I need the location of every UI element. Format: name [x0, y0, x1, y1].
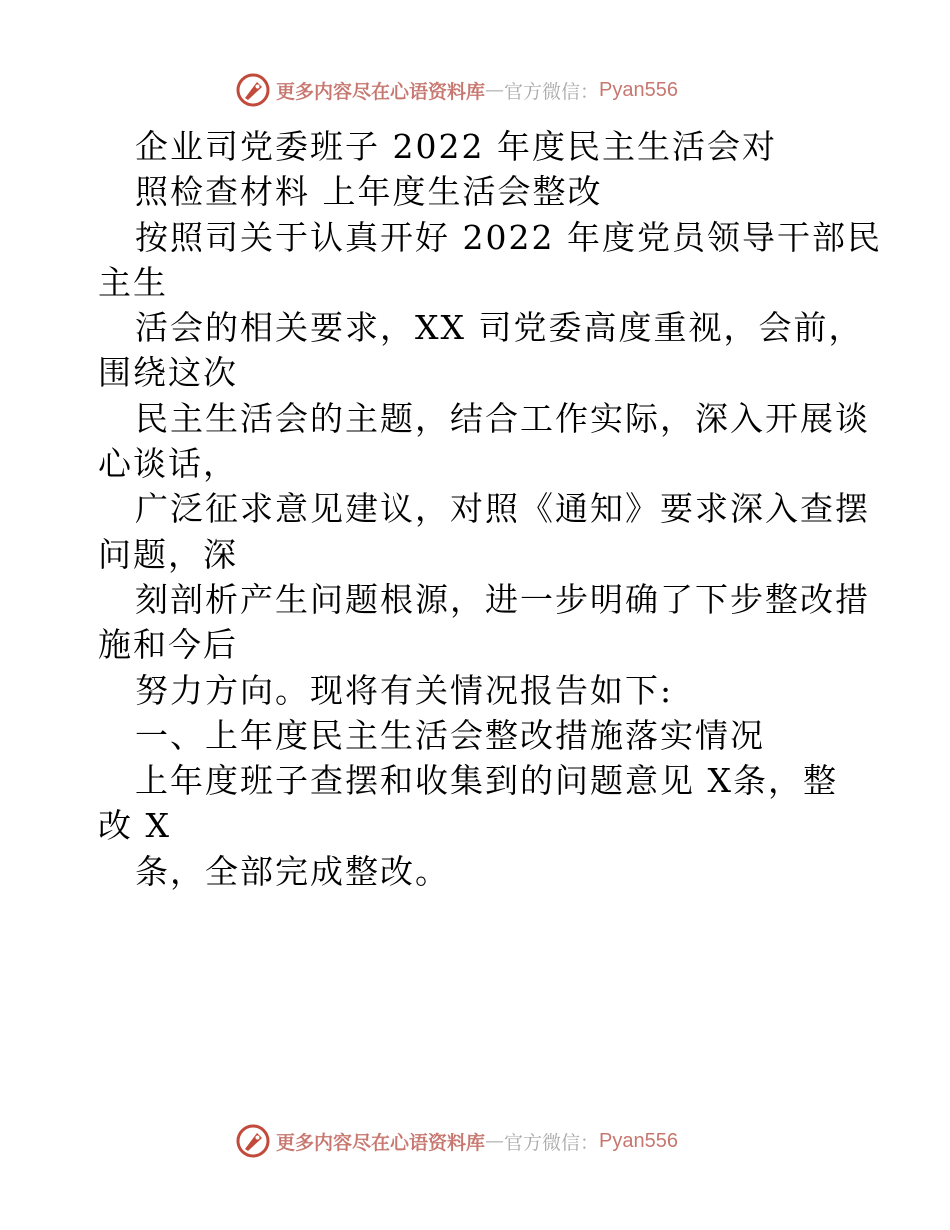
doc-paragraph-line: 民主生活会的主题，结合工作实际，深入开展谈: [135, 398, 870, 438]
watermark-promo-text: 更多内容尽在心语资料库: [276, 80, 486, 103]
watermark-separator: —: [485, 1130, 505, 1152]
watermark-wechat-label: 官方微信：: [504, 80, 600, 103]
pen-nib-logo-icon: [236, 73, 270, 107]
doc-paragraph-line: 施和今后: [98, 625, 238, 665]
doc-title-line-1: 企业司党委班子 2022 年度民主生活会对: [135, 127, 777, 166]
watermark-wechat-id: Pyan556: [599, 78, 678, 101]
doc-paragraph-line: 问题，深: [98, 534, 238, 574]
doc-paragraph-line: 活会的相关要求，XX 司党委高度重视，会前，: [135, 308, 864, 348]
doc-paragraph-line: 努力方向。现将有关情况报告如下:: [135, 670, 674, 710]
doc-paragraph-line: 按照司关于认真开好 2022 年度党员领导干部民: [135, 217, 882, 257]
doc-paragraph-line: 主生: [98, 262, 168, 302]
doc-title-line-2: 照检查材料 上年度生活会整改: [135, 172, 603, 212]
doc-paragraph-line: 心谈话，: [98, 444, 238, 484]
watermark-banner-top: [236, 73, 756, 107]
watermark-banner-bottom: [236, 1124, 756, 1158]
watermark-promo-text: 更多内容尽在心语资料库: [276, 1131, 486, 1154]
doc-paragraph-line: 刻剖析产生问题根源，进一步明确了下步整改措: [135, 579, 870, 619]
document-body: [98, 124, 882, 894]
watermark-wechat-id: Pyan556: [599, 1129, 678, 1152]
doc-paragraph-line: 上年度班子查摆和收集到的问题意见 X条，整: [135, 761, 838, 801]
doc-section-heading: 一、上年度民主生活会整改措施落实情况: [135, 715, 765, 755]
pen-nib-logo-icon: [236, 1124, 270, 1158]
doc-paragraph-line: 改 X: [98, 806, 171, 846]
doc-paragraph-line: 广泛征求意见建议，对照《通知》要求深入查摆: [135, 489, 870, 529]
watermark-wechat-label: 官方微信：: [504, 1131, 600, 1154]
watermark-separator: —: [485, 79, 505, 101]
doc-paragraph-line: 围绕这次: [98, 353, 238, 393]
doc-paragraph-line: 条，全部完成整改。: [135, 851, 450, 891]
